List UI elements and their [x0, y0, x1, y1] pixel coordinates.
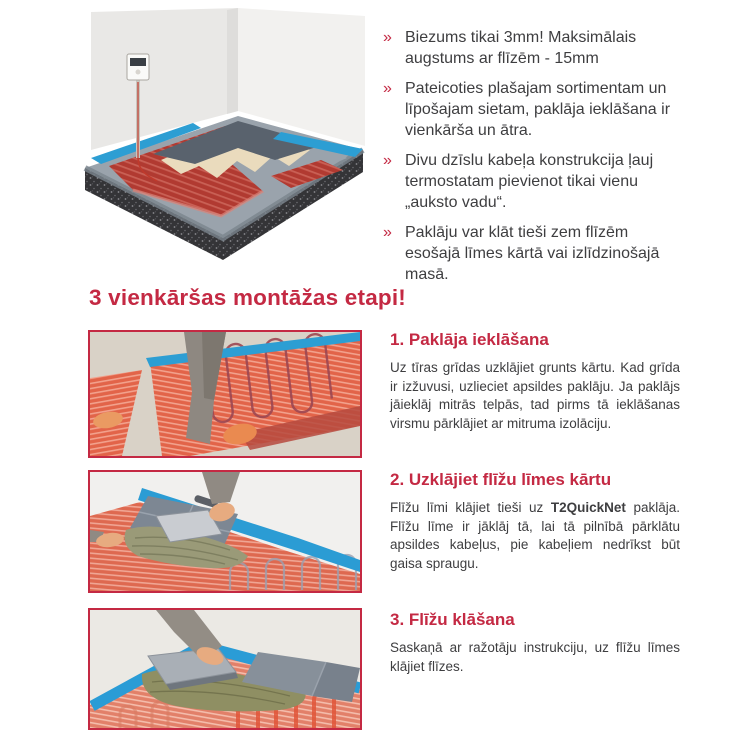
- step2-photo-adhesive: [88, 470, 362, 593]
- tile-laying-drawing: [90, 610, 360, 728]
- adhesive-application-drawing: [90, 472, 360, 591]
- step3-title: 3. Flīžu klāšana: [390, 610, 515, 629]
- section-heading: 3 vienkāršas montāžas etapi!: [89, 285, 406, 310]
- feature-text: Divu dzīslu kabeļa konstrukcija ļauj termostatam pievienot tikai vienu „auksto vadu“.: [405, 152, 654, 211]
- step1-photo-mat-laying: [88, 330, 362, 458]
- step2-text: [390, 470, 680, 573]
- mat-laying-drawing: [90, 332, 360, 456]
- step2-title: 2. Uzklājiet flīžu līmes kārtu: [390, 470, 612, 489]
- feature-text: Biezums tikai 3mm! Maksimālais augstums ar flīzēm - 15mm: [405, 29, 637, 67]
- brand-name: T2QuickNet: [550, 500, 626, 515]
- chevron-bullet-icon: »: [383, 224, 392, 241]
- chevron-bullet-icon: »: [383, 29, 392, 46]
- step3-body: Saskaņā ar ražotāju instrukciju, uz flīžu līmes klājiet flīzes.: [390, 640, 680, 674]
- step1-text: [390, 330, 680, 433]
- feature-item: [383, 27, 685, 69]
- floor-construction-illustration: [75, 8, 365, 260]
- feature-item: [383, 150, 685, 213]
- feature-item: [383, 78, 685, 141]
- step3-text: [390, 610, 680, 676]
- step2-body-after: paklāja. Flīžu līme ir jāklāj tā, lai tā pilnībā pārklātu apsildes kabeļus, pie kabeļiem nedrīkst būt gaisa spraugu.: [390, 500, 680, 571]
- chevron-bullet-icon: »: [383, 80, 392, 97]
- feature-item: [383, 222, 685, 285]
- feature-text: Paklāju var klāt tieši zem flīzēm esošajā līmes kārtā vai izlīdzinošajā masā.: [405, 224, 660, 283]
- feature-list: [383, 27, 685, 294]
- step1-title: 1. Paklāja ieklāšana: [390, 330, 549, 349]
- step1-body: Uz tīras grīdas uzklājiet grunts kārtu. Kad grīda ir izžuvusi, uzlieciet apsildes paklāju. Ja paklājs jāieklāj mitrās telpās, tad pirms tā ieklāšanas virsmu pārklājiet ar mitruma izolāciju.: [390, 360, 680, 431]
- feature-text: Pateicoties plašajam sortimentam un līpošajam sietam, paklāja ieklāšana ir vienkārša un ātra.: [405, 80, 671, 139]
- floor-layers-drawing: [75, 8, 365, 260]
- chevron-bullet-icon: »: [383, 152, 392, 169]
- step2-body: [390, 499, 680, 573]
- step3-photo-tiling: [88, 608, 362, 730]
- step2-body-before: Flīžu līmi klājiet tieši uz: [390, 500, 551, 515]
